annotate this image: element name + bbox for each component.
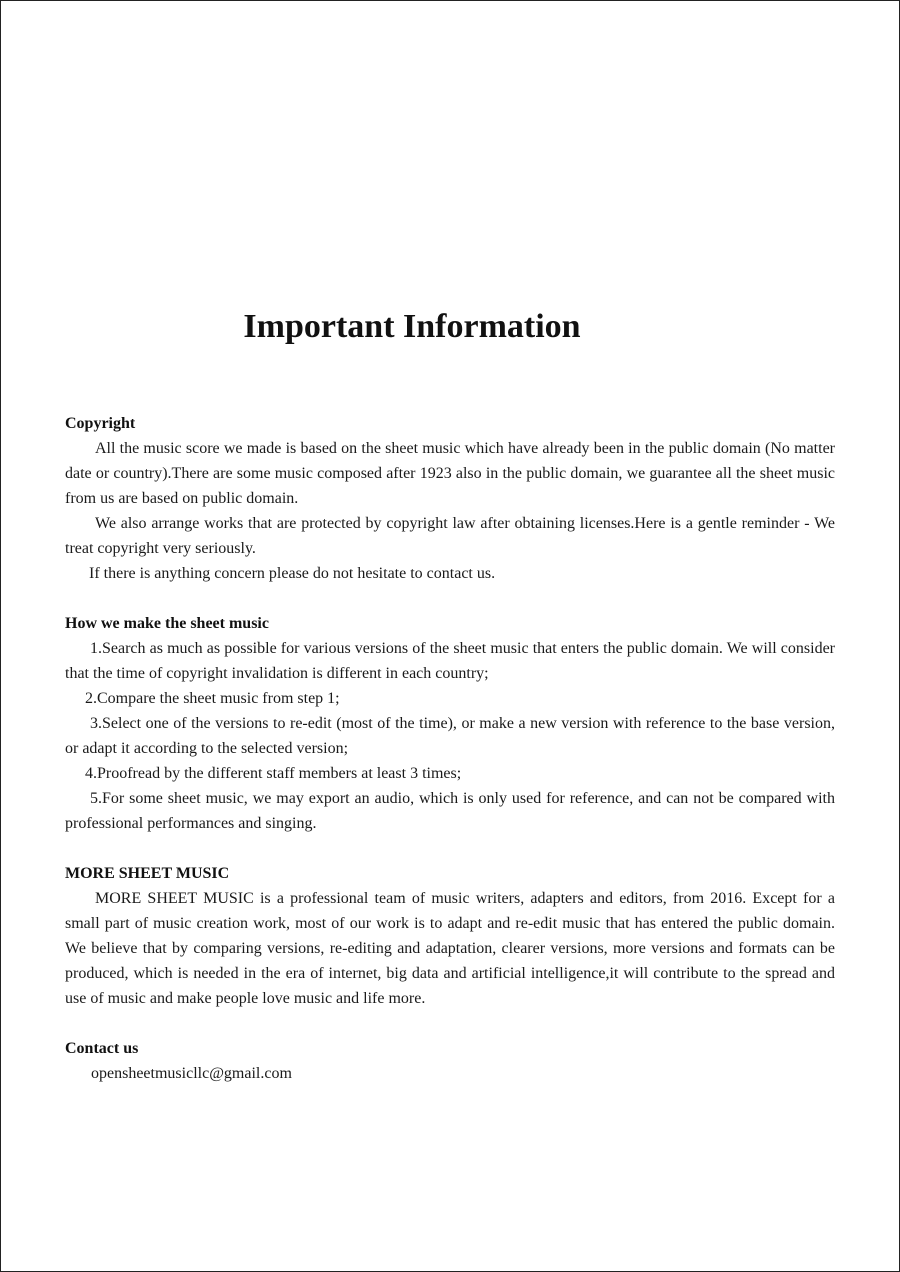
section-spacer	[65, 1011, 835, 1036]
contact-heading: Contact us	[65, 1040, 139, 1057]
process-step: 2.Compare the sheet music from step 1;	[85, 690, 340, 707]
process-step: 3.Select one of the versions to re-edit (most of the time), or make a new version with reference to the base version, or adapt it according to the selected version;	[65, 715, 835, 757]
contact-email[interactable]: opensheetmusicllc@gmail.com	[91, 1065, 292, 1082]
copyright-paragraph: If there is anything concern please do not hesitate to contact us.	[89, 565, 496, 582]
contact-section	[65, 1036, 835, 1086]
section-spacer	[65, 836, 835, 861]
process-step: 5.For some sheet music, we may export an audio, which is only used for reference, and can not be compared with professional performances and singing.	[65, 790, 835, 832]
copyright-heading: Copyright	[65, 415, 136, 432]
document-content	[65, 411, 835, 1086]
section-spacer	[65, 586, 835, 611]
copyright-paragraph: We also arrange works that are protected by copyright law after obtaining licenses.Here is a gentle reminder - We treat copyright very seriously.	[65, 515, 835, 557]
process-step: 4.Proofread by the different staff members at least 3 times;	[85, 765, 462, 782]
copyright-paragraph: All the music score we made is based on the sheet music which have already been in the public domain (No matter date or country).There are some music composed after 1923 also in the public domain, we guarantee all the sheet music from us are based on public domain.	[65, 440, 835, 507]
more-sheet-music-section	[65, 861, 835, 1011]
how-we-make-section	[65, 611, 835, 836]
about-paragraph: MORE SHEET MUSIC is a professional team of music writers, adapters and editors, from 2016. Except for a small part of music creation work, most of our work is to adapt and re-edit music that has entered the public domain. We believe that by comparing versions, re-editing and adaptation, clearer versions, more versions and formats can be produced, which is needed in the era of internet, big data and artificial intelligence,it will contribute to the spread and use of music and make people love music and life more.	[65, 890, 835, 1007]
page-title: Important Information	[243, 308, 581, 345]
copyright-section	[65, 411, 835, 586]
how-we-make-heading: How we make the sheet music	[65, 615, 269, 632]
more-sheet-music-heading: MORE SHEET MUSIC	[65, 865, 230, 882]
process-step: 1.Search as much as possible for various versions of the sheet music that enters the public domain. We will consider that the time of copyright invalidation is different in each country;	[65, 640, 835, 682]
